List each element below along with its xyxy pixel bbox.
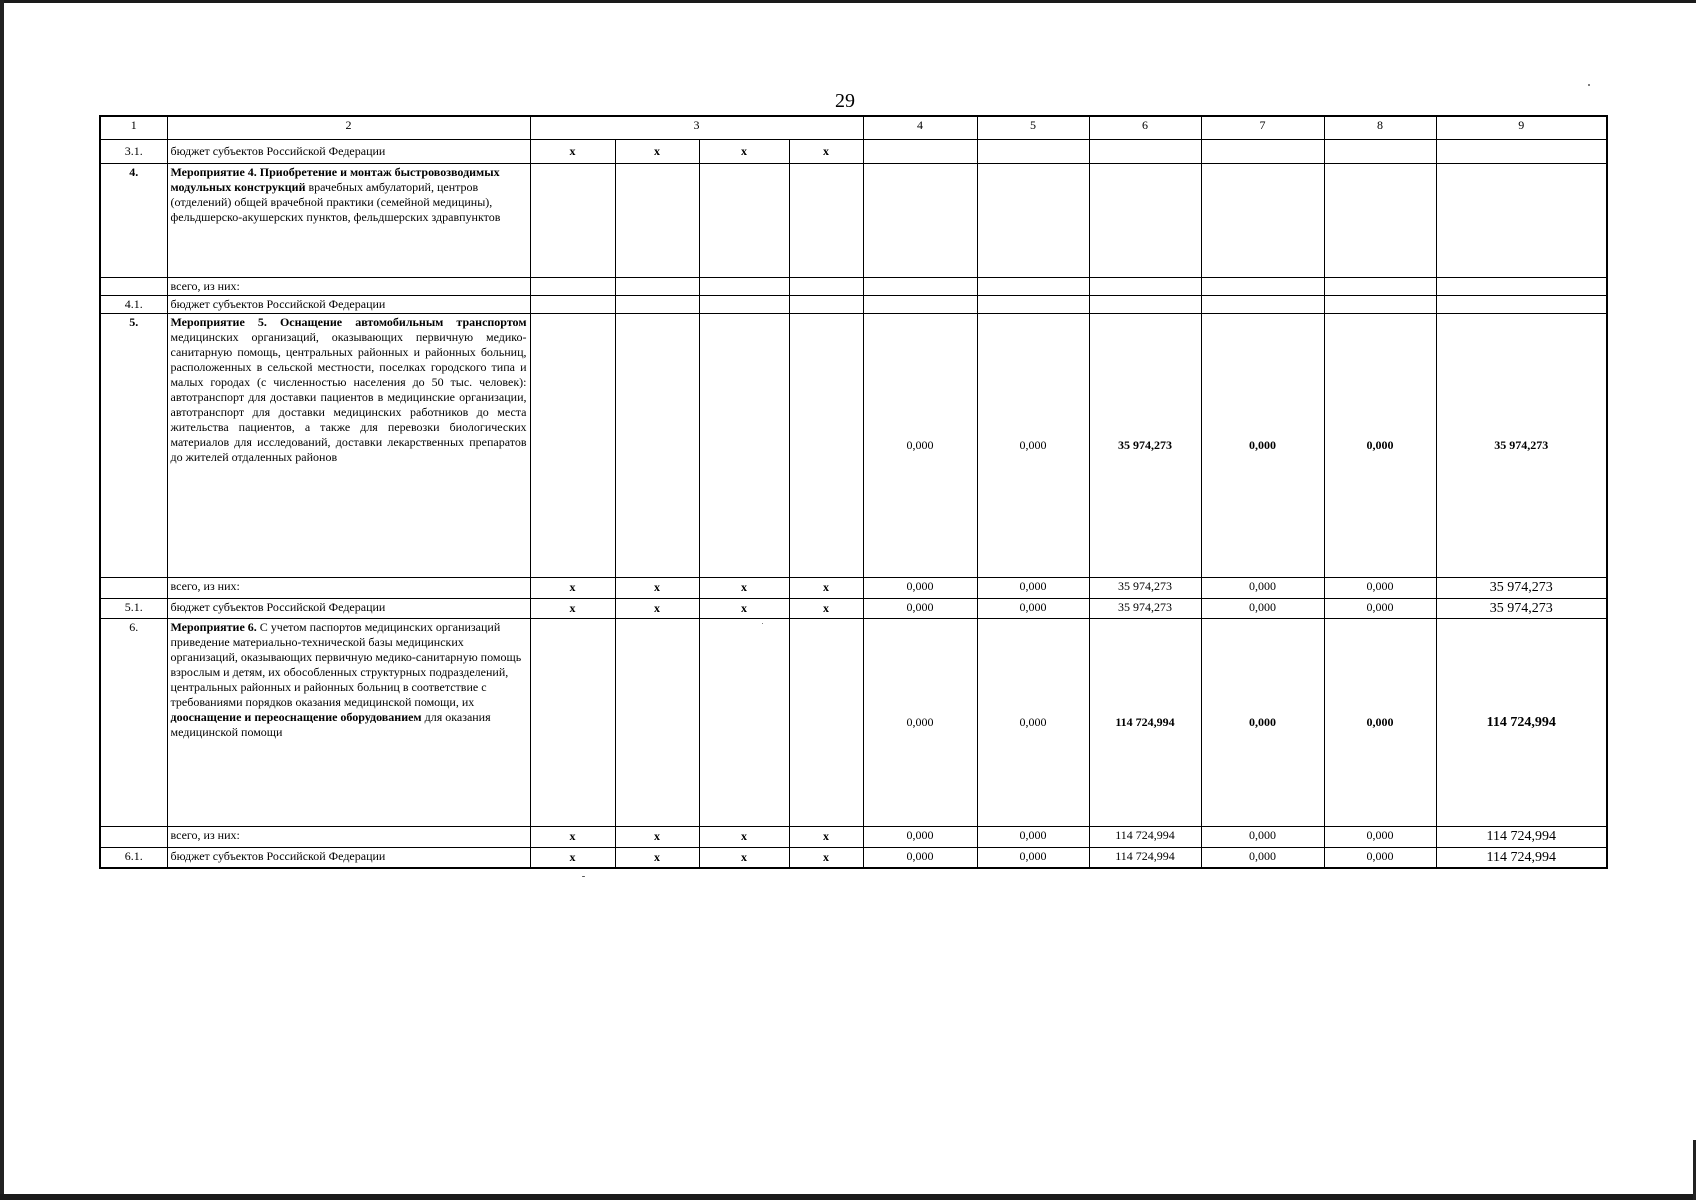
x-mark: x <box>789 598 863 619</box>
table-row <box>100 278 1607 296</box>
row-label: бюджет субъектов Российской Федерации <box>167 598 530 619</box>
header-cell: 7 <box>1201 116 1324 140</box>
value-col-4: 0,000 <box>863 578 977 599</box>
measure-5-description <box>167 314 530 578</box>
value-col-7: 0,000 <box>1201 619 1324 827</box>
row-label: бюджет субъектов Российской Федерации <box>167 296 530 314</box>
value-col-7: 0,000 <box>1201 314 1324 578</box>
table-row <box>100 296 1607 314</box>
header-cell: 8 <box>1324 116 1436 140</box>
value-col-4: 0,000 <box>863 314 977 578</box>
x-mark: x <box>699 827 789 848</box>
measure-text-emphasis: дооснащение и переоснащение оборудованием <box>170 710 422 724</box>
x-mark: x <box>699 598 789 619</box>
value-col-9: 35 974,273 <box>1436 598 1607 619</box>
header-cell: 3 <box>530 116 863 140</box>
value-col-5: 0,000 <box>977 314 1089 578</box>
x-mark: x <box>530 827 615 848</box>
value-col-9: 114 724,994 <box>1436 619 1607 827</box>
x-mark: x <box>789 847 863 868</box>
value-col-8: 0,000 <box>1324 827 1436 848</box>
row-label: бюджет субъектов Российской Федерации <box>167 847 530 868</box>
x-mark: x <box>699 140 789 164</box>
value-col-8: 0,000 <box>1324 314 1436 578</box>
measure-title: Мероприятие 4. Приобретение и монтаж быстровозводимых модульных конструкций <box>170 165 500 194</box>
value-col-7: 0,000 <box>1201 578 1324 599</box>
x-mark: x <box>615 140 699 164</box>
x-mark: x <box>615 847 699 868</box>
x-mark: x <box>530 140 615 164</box>
value-col-9: 114 724,994 <box>1436 827 1607 848</box>
budget-table <box>99 115 1608 869</box>
header-row <box>100 116 1607 140</box>
table-row <box>100 314 1607 578</box>
x-mark: x <box>789 827 863 848</box>
value-col-7: 0,000 <box>1201 847 1324 868</box>
value-col-6: 114 724,994 <box>1089 827 1201 848</box>
header-cell: 4 <box>863 116 977 140</box>
table-row <box>100 164 1607 278</box>
scan-speck <box>1588 84 1590 86</box>
header-cell: 2 <box>167 116 530 140</box>
row-label: всего, из них: <box>167 827 530 848</box>
scan-edge-bottom <box>0 1194 1696 1200</box>
table-row <box>100 827 1607 848</box>
header-cell: 5 <box>977 116 1089 140</box>
x-mark: x <box>615 578 699 599</box>
header-cell: 9 <box>1436 116 1607 140</box>
measure-title: Мероприятие 6. <box>170 620 257 634</box>
value-col-8: 0,000 <box>1324 578 1436 599</box>
measure-title: Мероприятие 5. Оснащение автомобильным транспортом <box>170 315 527 329</box>
x-mark: x <box>789 140 863 164</box>
value-col-6: 35 974,273 <box>1089 314 1201 578</box>
page-number: 29 <box>835 90 855 112</box>
header-cell: 6 <box>1089 116 1201 140</box>
value-col-4: 0,000 <box>863 598 977 619</box>
x-mark: x <box>615 827 699 848</box>
x-mark: x <box>789 578 863 599</box>
value-col-6: 114 724,994 <box>1089 619 1201 827</box>
value-col-7: 0,000 <box>1201 827 1324 848</box>
value-col-6: 35 974,273 <box>1089 578 1201 599</box>
x-mark: x <box>615 598 699 619</box>
value-col-4: 0,000 <box>863 619 977 827</box>
value-col-6: 35 974,273 <box>1089 598 1201 619</box>
row-label: всего, из них: <box>167 578 530 599</box>
value-col-6: 114 724,994 <box>1089 847 1201 868</box>
value-col-9: 35 974,273 <box>1436 578 1607 599</box>
header-cell: 1 <box>100 116 167 140</box>
value-col-5: 0,000 <box>977 578 1089 599</box>
value-col-5: 0,000 <box>977 619 1089 827</box>
value-col-4: 0,000 <box>863 847 977 868</box>
value-col-7: 0,000 <box>1201 598 1324 619</box>
x-mark: x <box>699 578 789 599</box>
value-col-9: 114 724,994 <box>1436 847 1607 868</box>
value-col-8: 0,000 <box>1324 598 1436 619</box>
scan-edge-left <box>0 0 4 1200</box>
row-number: 3.1. <box>100 140 167 164</box>
row-number: 6. <box>100 619 167 827</box>
value-col-5: 0,000 <box>977 598 1089 619</box>
value-col-9: 35 974,273 <box>1436 314 1607 578</box>
measure-text: медицинских организаций, оказывающих первичную медико-санитарную помощь, центральных районных и районных больниц, расположенных в сельской местности, поселках городского типа и малых городах (с численностью населения до 50 тыс. человек): автотранспорт для доставки пациентов в медицинские организации, автотранспорт для доставки медицинских работников до места жительства пациентов, а также для перевозки биологических материалов для исследований, доставки лекарственных препаратов до жителей отдаленных районов <box>170 330 527 464</box>
value-col-8: 0,000 <box>1324 619 1436 827</box>
x-mark: x <box>530 847 615 868</box>
row-number: 6.1. <box>100 847 167 868</box>
x-mark: x <box>530 598 615 619</box>
scan-edge-top <box>0 0 1696 3</box>
table-row <box>100 578 1607 599</box>
measure-6-description <box>167 619 530 827</box>
value-col-4: 0,000 <box>863 827 977 848</box>
measure-text: С учетом паспортов медицинских организаций приведение материально-технической базы медицинских организаций, оказывающих первичную медико-санитарную помощь взрослым и детям, их обособленных структурных подразделений, центральных районных и районных больниц в соответствие с требованиями порядков оказания медицинской помощи, их <box>170 620 522 709</box>
table-row <box>100 598 1607 619</box>
row-number: 4. <box>100 164 167 278</box>
measure-text: врачебных амбулаторий, центров (отделений) общей врачебной практики (семейной медицины), фельдшерско-акушерских пунктов, фельдшерских здравпунктов <box>170 180 501 224</box>
table-row <box>100 140 1607 164</box>
row-number: 5.1. <box>100 598 167 619</box>
x-mark: x <box>530 578 615 599</box>
table-row <box>100 619 1607 827</box>
value-col-5: 0,000 <box>977 847 1089 868</box>
value-col-5: 0,000 <box>977 827 1089 848</box>
value-col-8: 0,000 <box>1324 847 1436 868</box>
row-label: всего, из них: <box>167 278 530 296</box>
x-mark: x <box>699 847 789 868</box>
measure-4-description <box>167 164 530 278</box>
row-label: бюджет субъектов Российской Федерации <box>167 140 530 164</box>
scan-speck <box>582 876 585 877</box>
table-row <box>100 847 1607 868</box>
row-number: 4.1. <box>100 296 167 314</box>
measure-text: для оказания медицинской помощи <box>170 710 491 739</box>
row-number: 5. <box>100 314 167 578</box>
